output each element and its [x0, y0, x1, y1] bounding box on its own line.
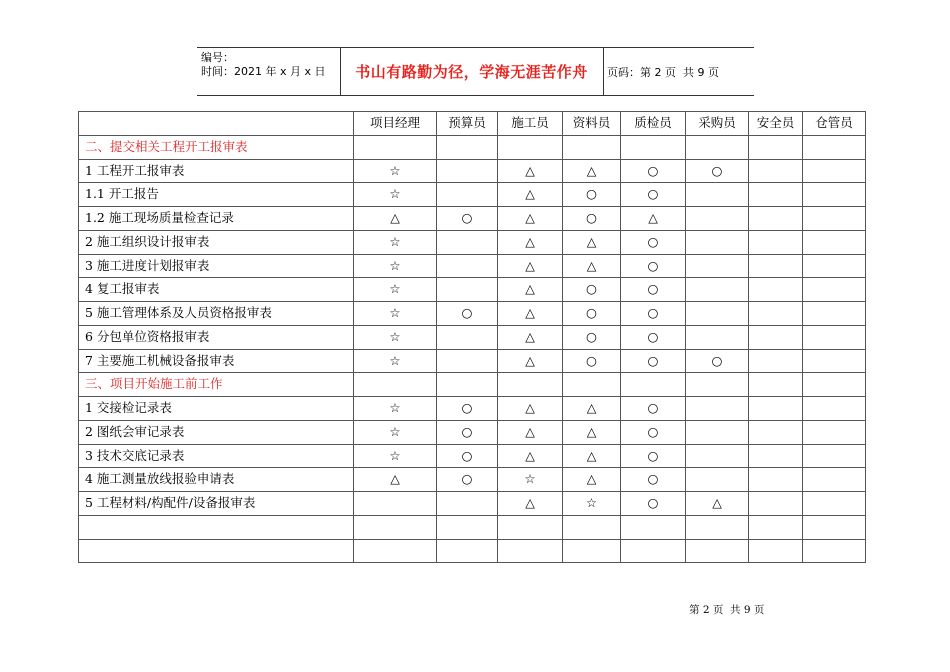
role-mark-cell: [437, 183, 498, 207]
section-title: 三、项目开始施工前工作: [79, 373, 354, 397]
column-header-role: 资料员: [563, 112, 621, 136]
role-mark-cell: △: [563, 420, 621, 444]
column-header-role: 预算员: [437, 112, 498, 136]
role-mark-cell: [803, 325, 866, 349]
role-mark-cell: [803, 468, 866, 492]
responsibility-table: [78, 111, 866, 563]
table-row: [79, 349, 866, 373]
role-mark-cell: [749, 207, 803, 231]
role-mark-cell: ☆: [354, 254, 437, 278]
role-mark-cell: △: [498, 159, 563, 183]
role-mark-cell: ○: [437, 444, 498, 468]
role-mark-cell: [354, 135, 437, 159]
item-name: [79, 515, 354, 539]
role-mark-cell: ☆: [354, 159, 437, 183]
column-header-role: 施工员: [498, 112, 563, 136]
role-mark-cell: [563, 515, 621, 539]
role-mark-cell: [749, 230, 803, 254]
role-mark-cell: ☆: [354, 325, 437, 349]
role-mark-cell: [803, 444, 866, 468]
item-name: 4 复工报审表: [79, 278, 354, 302]
role-mark-cell: [749, 278, 803, 302]
role-mark-cell: [498, 135, 563, 159]
role-mark-cell: [686, 444, 749, 468]
role-mark-cell: [803, 230, 866, 254]
role-mark-cell: [749, 492, 803, 516]
table-row: [79, 159, 866, 183]
document-header: [197, 47, 754, 96]
role-mark-cell: △: [498, 492, 563, 516]
role-mark-cell: [749, 302, 803, 326]
role-mark-cell: [803, 159, 866, 183]
role-mark-cell: △: [563, 159, 621, 183]
role-mark-cell: △: [498, 420, 563, 444]
role-mark-cell: [437, 492, 498, 516]
item-name: 7 主要施工机械设备报审表: [79, 349, 354, 373]
role-mark-cell: [437, 254, 498, 278]
role-mark-cell: ☆: [354, 397, 437, 421]
role-mark-cell: [749, 515, 803, 539]
role-mark-cell: [686, 325, 749, 349]
role-mark-cell: [498, 373, 563, 397]
role-mark-cell: [686, 515, 749, 539]
role-mark-cell: △: [498, 278, 563, 302]
role-mark-cell: [686, 302, 749, 326]
role-mark-cell: [803, 539, 866, 563]
role-mark-cell: [749, 420, 803, 444]
role-mark-cell: [803, 397, 866, 421]
role-mark-cell: △: [498, 183, 563, 207]
role-mark-cell: ○: [621, 278, 686, 302]
role-mark-cell: [437, 539, 498, 563]
role-mark-cell: ○: [563, 302, 621, 326]
role-mark-cell: [749, 444, 803, 468]
role-mark-cell: ○: [621, 183, 686, 207]
role-mark-cell: [437, 349, 498, 373]
role-mark-cell: [686, 254, 749, 278]
role-mark-cell: ○: [621, 492, 686, 516]
table-row: [79, 468, 866, 492]
role-mark-cell: [563, 373, 621, 397]
column-header-role: 仓管员: [803, 112, 866, 136]
role-mark-cell: [686, 230, 749, 254]
role-mark-cell: ○: [563, 325, 621, 349]
section-row: [79, 373, 866, 397]
role-mark-cell: △: [563, 230, 621, 254]
role-mark-cell: [803, 207, 866, 231]
role-mark-cell: [686, 135, 749, 159]
role-mark-cell: [803, 302, 866, 326]
role-mark-cell: [354, 373, 437, 397]
role-mark-cell: ○: [437, 397, 498, 421]
role-mark-cell: △: [498, 444, 563, 468]
role-mark-cell: [354, 539, 437, 563]
table-row: [79, 444, 866, 468]
column-header-role: 质检员: [621, 112, 686, 136]
role-mark-cell: ○: [621, 444, 686, 468]
role-mark-cell: [498, 515, 563, 539]
table-header-row: [79, 112, 866, 136]
number-label: 编号：: [201, 51, 234, 64]
table-row: [79, 325, 866, 349]
item-name: 5 施工管理体系及人员资格报审表: [79, 302, 354, 326]
table-row: [79, 278, 866, 302]
column-header-item: [79, 112, 354, 136]
table-row: [79, 515, 866, 539]
role-mark-cell: [803, 254, 866, 278]
role-mark-cell: ☆: [354, 278, 437, 302]
role-mark-cell: [437, 230, 498, 254]
page-footer: 第 2 页 共 9 页: [689, 604, 765, 616]
role-mark-cell: [749, 468, 803, 492]
role-mark-cell: ☆: [354, 230, 437, 254]
role-mark-cell: ☆: [354, 349, 437, 373]
role-mark-cell: [749, 325, 803, 349]
header-motto: 书山有路勤为径，学海无涯苦作舟: [355, 63, 588, 81]
role-mark-cell: [563, 135, 621, 159]
role-mark-cell: [498, 539, 563, 563]
role-mark-cell: [437, 278, 498, 302]
section-row: [79, 135, 866, 159]
role-mark-cell: ○: [621, 159, 686, 183]
role-mark-cell: ○: [621, 230, 686, 254]
role-mark-cell: ○: [621, 302, 686, 326]
item-name: 1.1 开工报告: [79, 183, 354, 207]
role-mark-cell: △: [498, 349, 563, 373]
role-mark-cell: [686, 373, 749, 397]
role-mark-cell: [686, 183, 749, 207]
role-mark-cell: △: [498, 302, 563, 326]
role-mark-cell: △: [354, 468, 437, 492]
role-mark-cell: [686, 420, 749, 444]
item-name: 1.2 施工现场质量检查记录: [79, 207, 354, 231]
role-mark-cell: △: [498, 230, 563, 254]
role-mark-cell: ☆: [354, 444, 437, 468]
role-mark-cell: [437, 135, 498, 159]
role-mark-cell: ○: [437, 207, 498, 231]
item-name: 2 施工组织设计报审表: [79, 230, 354, 254]
role-mark-cell: [621, 373, 686, 397]
item-name: 1 工程开工报审表: [79, 159, 354, 183]
role-mark-cell: ○: [437, 302, 498, 326]
time-label: 时间：2021 年 x 月 x 日: [201, 65, 326, 78]
role-mark-cell: ○: [621, 325, 686, 349]
role-mark-cell: ☆: [354, 183, 437, 207]
table-row: [79, 230, 866, 254]
item-name: 1 交接检记录表: [79, 397, 354, 421]
header-divider: [603, 47, 604, 96]
role-mark-cell: [621, 539, 686, 563]
role-mark-cell: [686, 539, 749, 563]
role-mark-cell: [749, 183, 803, 207]
role-mark-cell: [803, 349, 866, 373]
role-mark-cell: △: [498, 397, 563, 421]
role-mark-cell: [621, 515, 686, 539]
role-mark-cell: ○: [686, 349, 749, 373]
role-mark-cell: ○: [437, 420, 498, 444]
role-mark-cell: [621, 135, 686, 159]
role-mark-cell: [686, 207, 749, 231]
role-mark-cell: [803, 183, 866, 207]
item-name: [79, 539, 354, 563]
role-mark-cell: [749, 159, 803, 183]
role-mark-cell: [803, 278, 866, 302]
role-mark-cell: △: [686, 492, 749, 516]
role-mark-cell: [437, 159, 498, 183]
role-mark-cell: [563, 539, 621, 563]
role-mark-cell: ○: [621, 468, 686, 492]
role-mark-cell: △: [563, 254, 621, 278]
role-mark-cell: △: [498, 207, 563, 231]
role-mark-cell: ☆: [354, 420, 437, 444]
role-mark-cell: [803, 420, 866, 444]
table-row: [79, 397, 866, 421]
role-mark-cell: [749, 254, 803, 278]
role-mark-cell: △: [563, 468, 621, 492]
section-title: 二、提交相关工程开工报审表: [79, 135, 354, 159]
table-row: [79, 539, 866, 563]
role-mark-cell: [686, 397, 749, 421]
item-name: 4 施工测量放线报验申请表: [79, 468, 354, 492]
role-mark-cell: [437, 373, 498, 397]
role-mark-cell: [354, 492, 437, 516]
role-mark-cell: ○: [563, 349, 621, 373]
role-mark-cell: [749, 135, 803, 159]
role-mark-cell: [437, 515, 498, 539]
role-mark-cell: △: [563, 397, 621, 421]
role-mark-cell: [803, 135, 866, 159]
table-row: [79, 420, 866, 444]
role-mark-cell: ○: [563, 207, 621, 231]
role-mark-cell: [686, 468, 749, 492]
column-header-role: 安全员: [749, 112, 803, 136]
role-mark-cell: △: [621, 207, 686, 231]
item-name: 6 分包单位资格报审表: [79, 325, 354, 349]
role-mark-cell: [437, 325, 498, 349]
role-mark-cell: ○: [563, 278, 621, 302]
role-mark-cell: ○: [621, 397, 686, 421]
role-mark-cell: ☆: [354, 302, 437, 326]
header-meta: [201, 51, 326, 79]
role-mark-cell: △: [498, 254, 563, 278]
role-mark-cell: ○: [621, 254, 686, 278]
role-mark-cell: [803, 515, 866, 539]
column-header-role: 项目经理: [354, 112, 437, 136]
role-mark-cell: [803, 373, 866, 397]
role-mark-cell: ☆: [563, 492, 621, 516]
role-mark-cell: [749, 397, 803, 421]
role-mark-cell: △: [354, 207, 437, 231]
item-name: 5 工程材料/构配件/设备报审表: [79, 492, 354, 516]
role-mark-cell: ○: [437, 468, 498, 492]
column-header-role: 采购员: [686, 112, 749, 136]
table-row: [79, 254, 866, 278]
table-row: [79, 207, 866, 231]
table-row: [79, 302, 866, 326]
role-mark-cell: [686, 278, 749, 302]
table-row: [79, 492, 866, 516]
item-name: 3 技术交底记录表: [79, 444, 354, 468]
table-row: [79, 183, 866, 207]
role-mark-cell: [749, 349, 803, 373]
role-mark-cell: [803, 492, 866, 516]
role-mark-cell: [354, 515, 437, 539]
header-page-info: 页码：第 2 页 共 9 页: [607, 65, 719, 79]
role-mark-cell: ☆: [498, 468, 563, 492]
role-mark-cell: [749, 539, 803, 563]
role-mark-cell: ○: [563, 183, 621, 207]
role-mark-cell: ○: [621, 420, 686, 444]
role-mark-cell: ○: [621, 349, 686, 373]
role-mark-cell: △: [498, 325, 563, 349]
role-mark-cell: △: [563, 444, 621, 468]
role-mark-cell: [749, 373, 803, 397]
role-mark-cell: ○: [686, 159, 749, 183]
item-name: 2 图纸会审记录表: [79, 420, 354, 444]
item-name: 3 施工进度计划报审表: [79, 254, 354, 278]
